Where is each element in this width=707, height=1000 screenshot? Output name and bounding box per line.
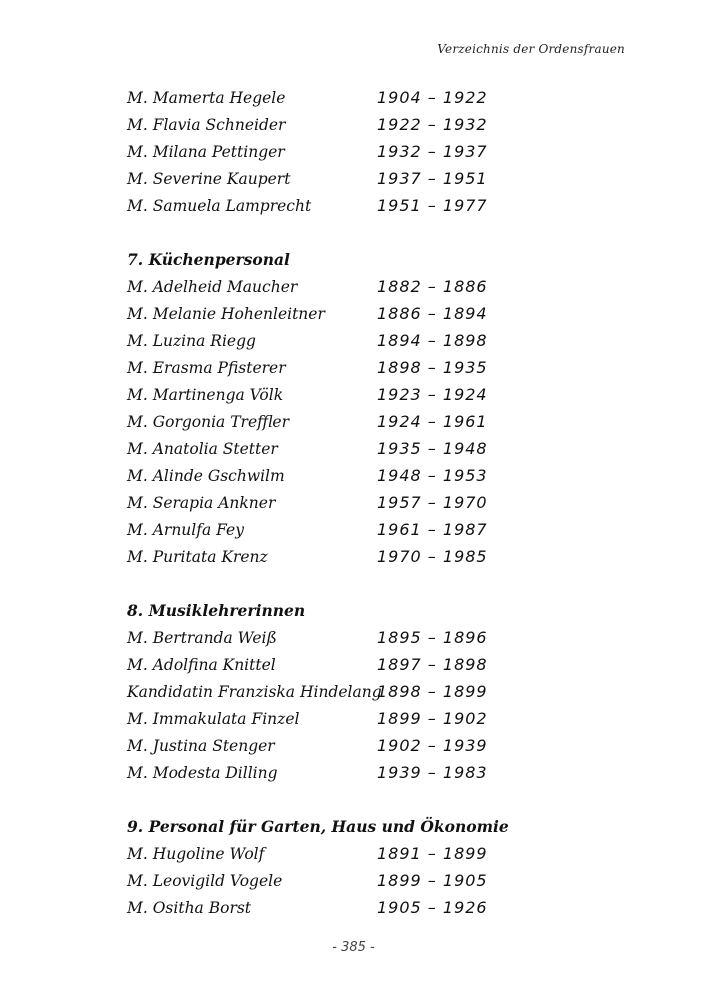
years-range: 1922 – 1932 <box>377 115 488 134</box>
person-name: M. Gorgonia Treffler <box>127 412 289 431</box>
years-range: 1937 – 1951 <box>377 169 488 188</box>
years-range: 1935 – 1948 <box>377 439 488 458</box>
years-range: 1899 – 1902 <box>377 709 488 728</box>
spacer <box>127 219 607 246</box>
years-range: 1924 – 1961 <box>377 412 488 431</box>
list-item <box>127 705 607 732</box>
person-name: M. Luzina Riegg <box>127 331 256 350</box>
list-item <box>127 678 607 705</box>
years-range: 1898 – 1935 <box>377 358 488 377</box>
years-range: 1895 – 1896 <box>377 628 488 647</box>
list-item <box>127 894 607 921</box>
years-range: 1961 – 1987 <box>377 520 488 539</box>
person-name: M. Justina Stenger <box>127 736 275 755</box>
list-item <box>127 624 607 651</box>
person-name: M. Alinde Gschwilm <box>127 466 285 485</box>
list-item <box>127 192 607 219</box>
years-range: 1951 – 1977 <box>377 196 488 215</box>
page-number: - 385 - <box>332 940 375 955</box>
person-name: M. Samuela Lamprecht <box>127 196 312 215</box>
page-content <box>127 84 607 921</box>
person-name: M. Serapia Ankner <box>127 493 276 512</box>
list-item <box>127 867 607 894</box>
person-name: Kandidatin Franziska Hindelang <box>127 682 382 701</box>
years-range: 1891 – 1899 <box>377 844 488 863</box>
list-item <box>127 327 607 354</box>
person-name: M. Flavia Schneider <box>127 115 286 134</box>
years-range: 1939 – 1983 <box>377 763 488 782</box>
years-range: 1957 – 1970 <box>377 493 488 512</box>
list-item <box>127 138 607 165</box>
list-item <box>127 435 607 462</box>
person-name: M. Melanie Hohenleitner <box>127 304 325 323</box>
list-item <box>127 516 607 543</box>
section-heading: 9. Personal für Garten, Haus und Ökonomie <box>127 817 509 836</box>
person-name: M. Immakulata Finzel <box>127 709 300 728</box>
list-item <box>127 300 607 327</box>
list-item <box>127 732 607 759</box>
list-item <box>127 462 607 489</box>
section-heading: 8. Musiklehrerinnen <box>127 601 306 620</box>
person-name: M. Anatolia Stetter <box>127 439 278 458</box>
list-item <box>127 840 607 867</box>
person-name: M. Modesta Dilling <box>127 763 278 782</box>
person-name: M. Martinenga Völk <box>127 385 284 404</box>
list-item <box>127 354 607 381</box>
section-heading: 7. Küchenpersonal <box>127 250 290 269</box>
years-range: 1886 – 1894 <box>377 304 488 323</box>
years-range: 1948 – 1953 <box>377 466 488 485</box>
list-item <box>127 543 607 570</box>
person-name: M. Severine Kaupert <box>127 169 291 188</box>
person-name: M. Adolfina Knittel <box>127 655 276 674</box>
list-item <box>127 408 607 435</box>
person-name: M. Mamerta Hegele <box>127 88 286 107</box>
person-name: M. Ositha Borst <box>127 898 252 917</box>
years-range: 1899 – 1905 <box>377 871 488 890</box>
spacer <box>127 786 607 813</box>
list-item <box>127 111 607 138</box>
list-item <box>127 381 607 408</box>
list-item <box>127 651 607 678</box>
section-kuechenpersonal <box>127 246 607 570</box>
years-range: 1897 – 1898 <box>377 655 488 674</box>
section-continued <box>127 84 607 219</box>
person-name: M. Hugoline Wolf <box>127 844 265 863</box>
years-range: 1970 – 1985 <box>377 547 488 566</box>
person-name: M. Bertranda Weiß <box>127 628 277 647</box>
years-range: 1932 – 1937 <box>377 142 488 161</box>
years-range: 1882 – 1886 <box>377 277 488 296</box>
years-range: 1898 – 1899 <box>377 682 488 701</box>
list-item <box>127 489 607 516</box>
list-item <box>127 759 607 786</box>
running-header: Verzeichnis der Ordensfrauen <box>437 42 625 56</box>
person-name: M. Puritata Krenz <box>127 547 268 566</box>
list-item <box>127 84 607 111</box>
spacer <box>127 570 607 597</box>
person-name: M. Adelheid Maucher <box>127 277 298 296</box>
person-name: M. Erasma Pfisterer <box>127 358 286 377</box>
list-item <box>127 165 607 192</box>
years-range: 1923 – 1924 <box>377 385 488 404</box>
person-name: M. Leovigild Vogele <box>127 871 283 890</box>
years-range: 1904 – 1922 <box>377 88 488 107</box>
person-name: M. Arnulfa Fey <box>127 520 244 539</box>
person-name: M. Milana Pettinger <box>127 142 285 161</box>
list-item <box>127 273 607 300</box>
years-range: 1894 – 1898 <box>377 331 488 350</box>
years-range: 1902 – 1939 <box>377 736 488 755</box>
section-musiklehrerinnen <box>127 597 607 786</box>
section-garten-haus-oekonomie <box>127 813 607 921</box>
years-range: 1905 – 1926 <box>377 898 488 917</box>
